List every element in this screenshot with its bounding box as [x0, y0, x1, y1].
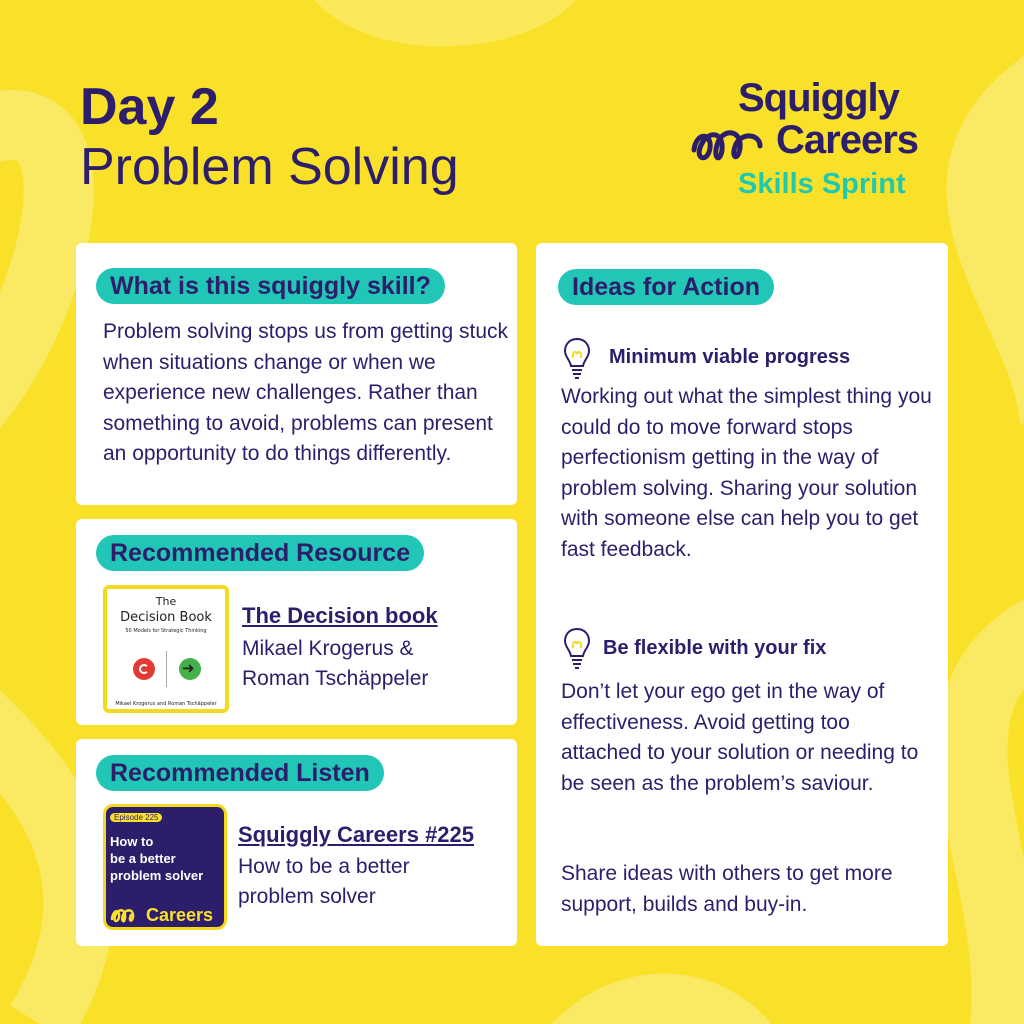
skill-card-body: Problem solving stops us from getting stuck when situations change or when we experience new challenges. Rather than something to avoid, problems can present an opportunity to do things differently.	[103, 320, 509, 465]
green-arrow-icon	[179, 658, 201, 680]
podcast-episode-badge: Episode 225	[110, 813, 162, 822]
podcast-cover-title	[110, 833, 203, 884]
podcast-cover	[103, 804, 227, 930]
squiggle-icon	[110, 905, 146, 925]
skill-card	[76, 243, 517, 505]
podcast-subtitle-line2: problem solver	[238, 885, 376, 908]
topic-title: Problem Solving	[80, 138, 459, 196]
lightbulb-icon	[562, 336, 592, 382]
idea2-body-2: Share ideas with others to get more support, builds and buy-in.	[561, 862, 893, 916]
podcast-cover-brand: Careers	[146, 905, 214, 925]
idea2-title: Be flexible with your fix	[603, 637, 827, 659]
decision-book-cover	[103, 585, 229, 713]
lightbulb-icon	[562, 626, 592, 672]
squiggle-icon	[690, 120, 782, 168]
listen-card-heading: Recommended Listen	[96, 755, 384, 791]
podcast-cover-title-line2: be a better	[110, 851, 176, 866]
book-author-line1: Mikael Krogerus &	[242, 637, 414, 660]
headline	[80, 78, 459, 198]
decision-book-link[interactable]: The Decision book	[242, 603, 438, 628]
idea1-title: Minimum viable progress	[609, 346, 851, 368]
resource-card-heading: Recommended Resource	[96, 535, 424, 571]
podcast-cover-title-line1: How to	[110, 834, 154, 849]
day-label: Day 2	[80, 78, 219, 136]
logo-line-squiggly: Squiggly	[738, 76, 899, 120]
podcast-episode-link[interactable]: Squiggly Careers #225	[238, 822, 475, 847]
book-cover-line2: Decision Book	[120, 610, 212, 625]
podcast-cover-title-line3: problem solver	[110, 868, 204, 883]
logo-line-skills-sprint: Skills Sprint	[738, 168, 906, 200]
book-cover-divider	[166, 651, 167, 687]
podcast-subtitle-line1: How to be a better	[238, 855, 410, 878]
book-cover-author: Mikael Krogerus and Roman Tschäppeler	[115, 701, 217, 707]
logo-line-careers: Careers	[776, 118, 919, 162]
squiggly-careers-logo	[690, 76, 970, 206]
book-author-line2: Roman Tschäppeler	[242, 667, 429, 690]
skill-card-heading: What is this squiggly skill?	[96, 268, 445, 304]
idea2-body: Don’t let your ego get in the way of effectiveness. Avoid getting too attached to your solution or needing to be seen as the problem’s saviour.	[561, 680, 919, 795]
book-cover-subtitle: 50 Models for Strategic Thinking	[125, 628, 207, 634]
ideas-card-heading: Ideas for Action	[558, 269, 774, 305]
book-cover-line1: The	[155, 595, 177, 608]
idea1-body: Working out what the simplest thing you could do to move forward stops perfectionism getting in the way of problem solving. Sharing your solution with someone else can help you to get fast feedback.	[561, 385, 932, 561]
red-circle-icon	[133, 658, 155, 680]
